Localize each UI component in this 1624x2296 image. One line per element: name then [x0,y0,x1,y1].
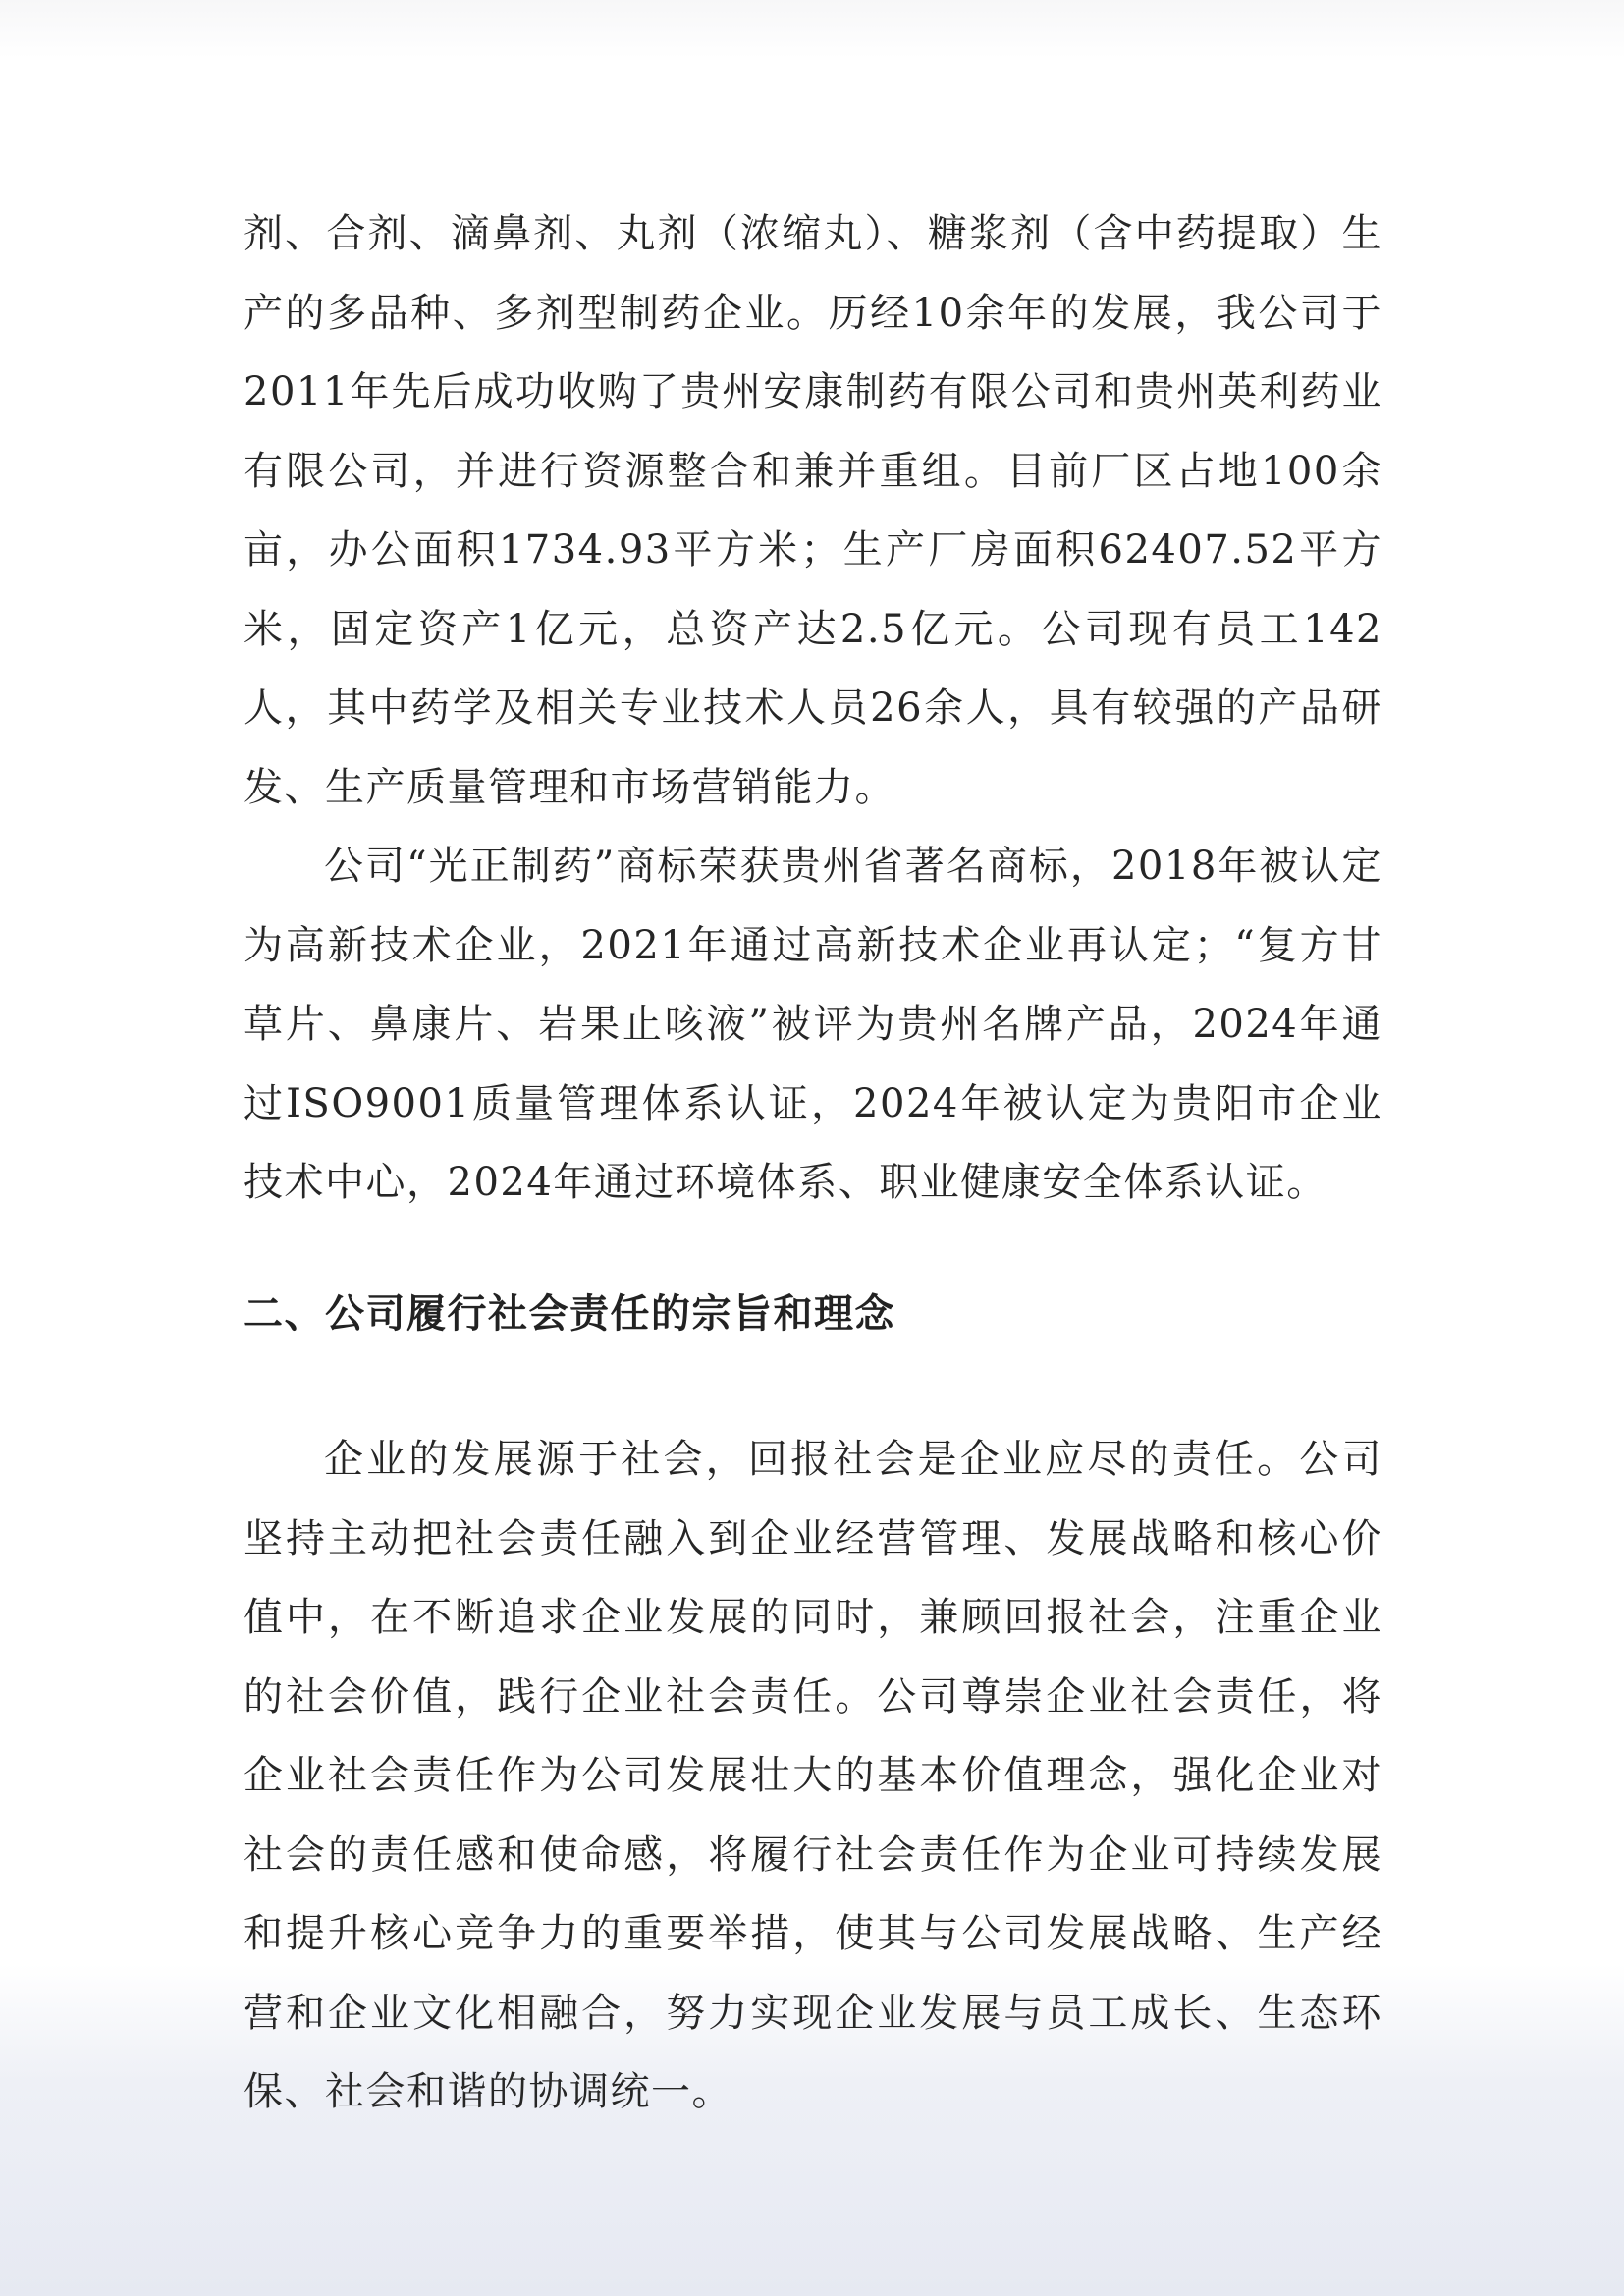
paragraph-social-responsibility: 企业的发展源于社会，回报社会是企业应尽的责任。公司坚持主动把社会责任融入到企业经营管理、发展战略和核心价值中，在不断追求企业发展的同时，兼顾回报社会，注重企业的社会价值，践行企业社会责任。公司尊崇企业社会责任，将企业社会责任作为公司发展壮大的基本价值理念，强化企业对社会的责任感和使命感，将履行社会责任作为企业可持续发展和提升核心竞争力的重要举措，使其与公司发展战略、生产经营和企业文化相融合，努力实现企业发展与员工成长、生态环保、社会和谐的协调统一。 [244,1437,1382,2114]
paragraph-company-overview: 剂、合剂、滴鼻剂、丸剂（浓缩丸）、糖浆剂（含中药提取）生产的多品种、多剂型制药企业。历经10余年的发展，我公司于2011年先后成功收购了贵州安康制药有限公司和贵州英利药业有限公司，并进行资源整合和兼并重组。目前厂区占地100余亩，办公面积1734.93平方米；生产厂房面积62407.52平方米，固定资产1亿元，总资产达2.5亿元。公司现有员工142人，其中药学及相关专业技术人员26余人，具有较强的产品研发、生产质量管理和市场营销能力。 [244,211,1382,810]
paragraph-honors: 公司“光正制药”商标荣获贵州省著名商标，2018年被认定为高新技术企业，2021年通过高新技术企业再认定；“复方甘草片、鼻康片、岩果止咳液”被评为贵州名牌产品，2024年通过ISO9001质量管理体系认证，2024年被认定为贵阳市企业技术中心，2024年通过环境体系、职业健康安全体系认证。 [244,844,1382,1205]
section-heading: 二、公司履行社会责任的宗旨和理念 [244,1291,895,1337]
